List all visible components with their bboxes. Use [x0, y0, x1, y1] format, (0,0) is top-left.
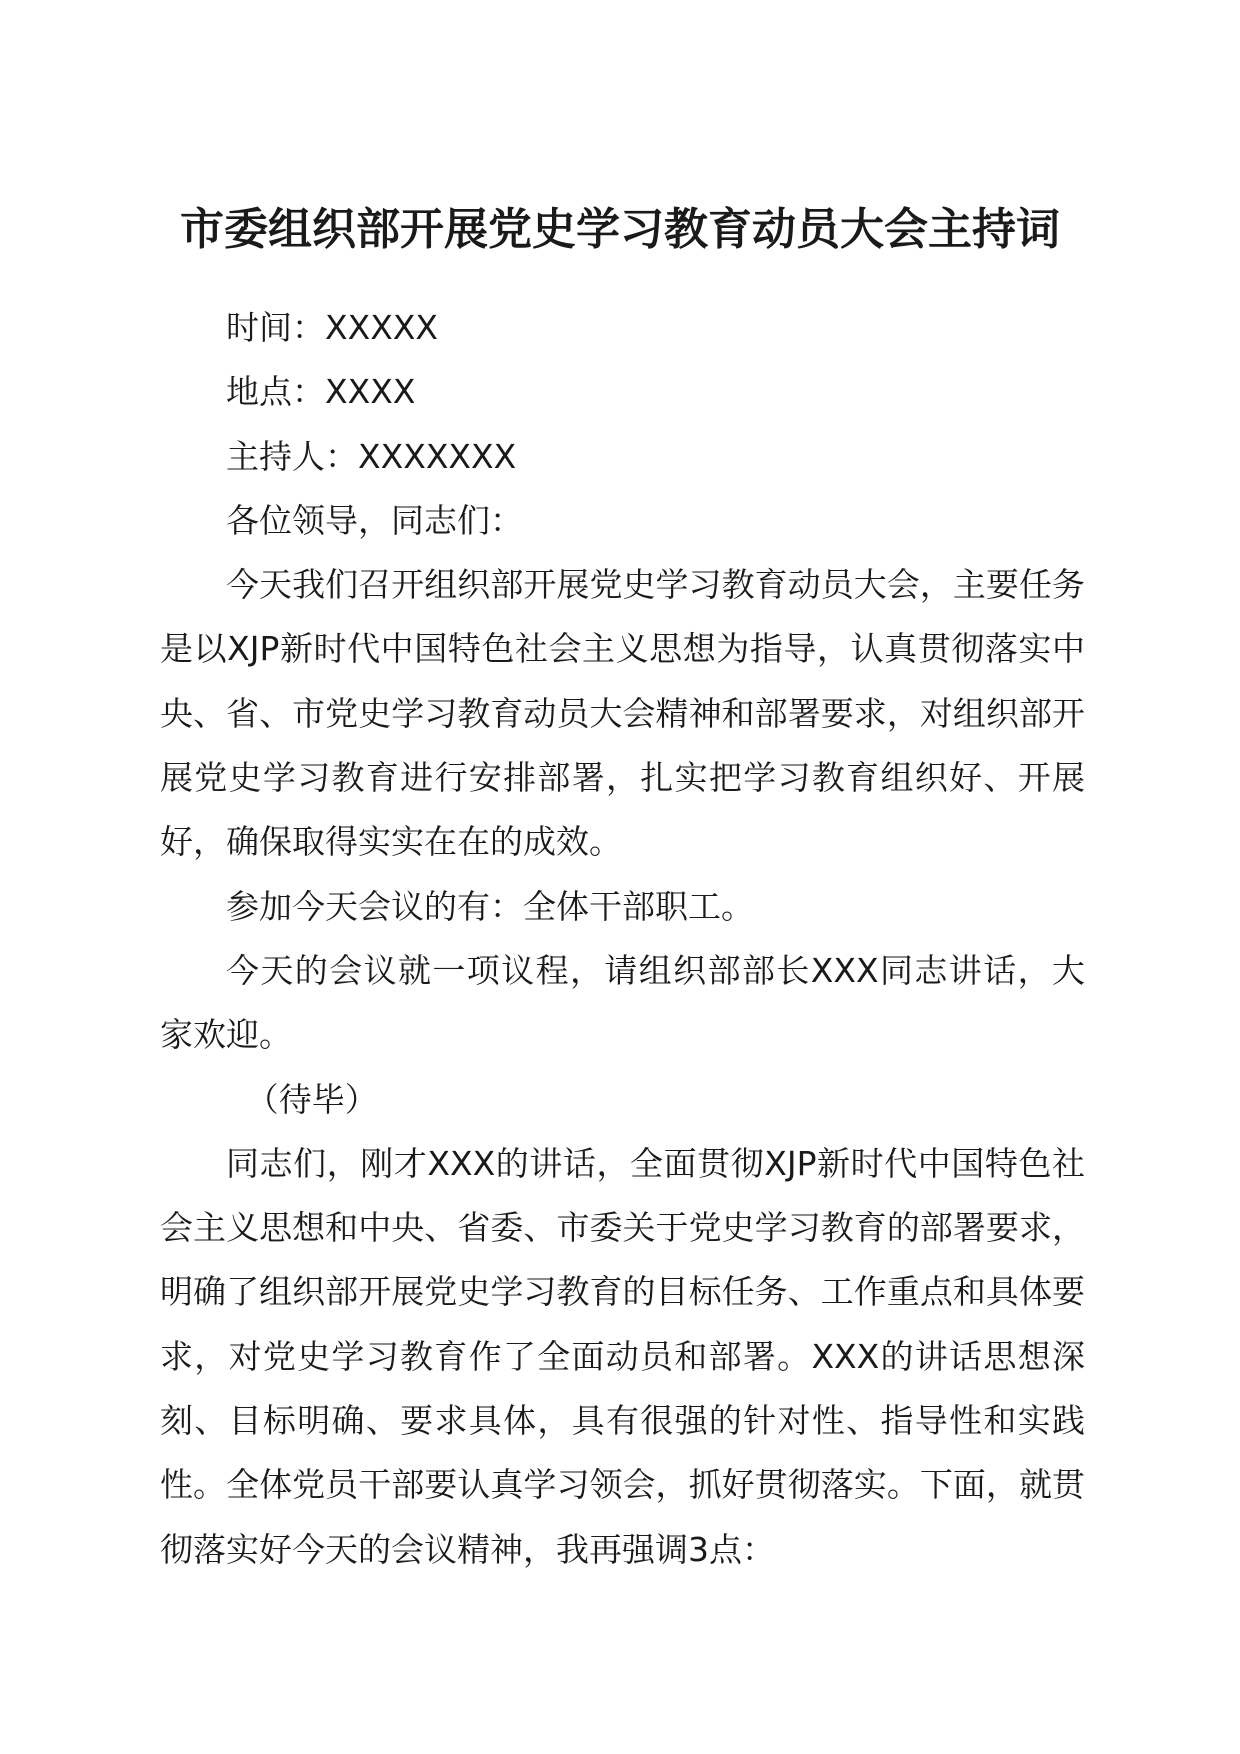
greeting: 各位领导，同志们： [226, 500, 523, 540]
paragraph-closing: 同志们，刚才XXX的讲话，全面贯彻XJP新时代中国特色社会主义思想和中央、省委、市委关于党史学习教育的部署要求，明确了组织部开展党史学习教育的目标任务、工作重点和具体要求，对党史学习教育作了全面动员和部署。XXX的讲话思想深刻、目标明确、要求具体，具有很强的针对性、指导性和实践性。全体党员干部要认真学习领会，抓好贯彻落实。下面，就贯彻落实好今天的会议精神，我再强调3点： [160, 1143, 1085, 1569]
meta-place: 地点：XXXX [226, 372, 416, 412]
paragraph-pause: （待毕） [245, 1079, 378, 1119]
meta-host: 主持人：XXXXXXX [226, 436, 517, 476]
paragraph-opening: 今天我们召开组织部开展党史学习教育动员大会，主要任务是以XJP新时代中国特色社会主义思想为指导，认真贯彻落实中央、省、市党史学习教育动员大会精神和部署要求，对组织部开展党史学习教育进行安排部署，扎实把学习教育组织好、开展好，确保取得实实在在的成效。 [160, 565, 1085, 862]
paragraph-agenda: 今天的会议就一项议程，请组织部部长XXX同志讲话，大家欢迎。 [160, 950, 1085, 1055]
document-title: 市委组织部开展党史学习教育动员大会主持词 [180, 204, 1060, 255]
paragraph-attendees: 参加今天会议的有：全体干部职工。 [226, 886, 754, 926]
meta-time: 时间：XXXXX [226, 308, 439, 347]
document-body [160, 296, 1085, 1582]
